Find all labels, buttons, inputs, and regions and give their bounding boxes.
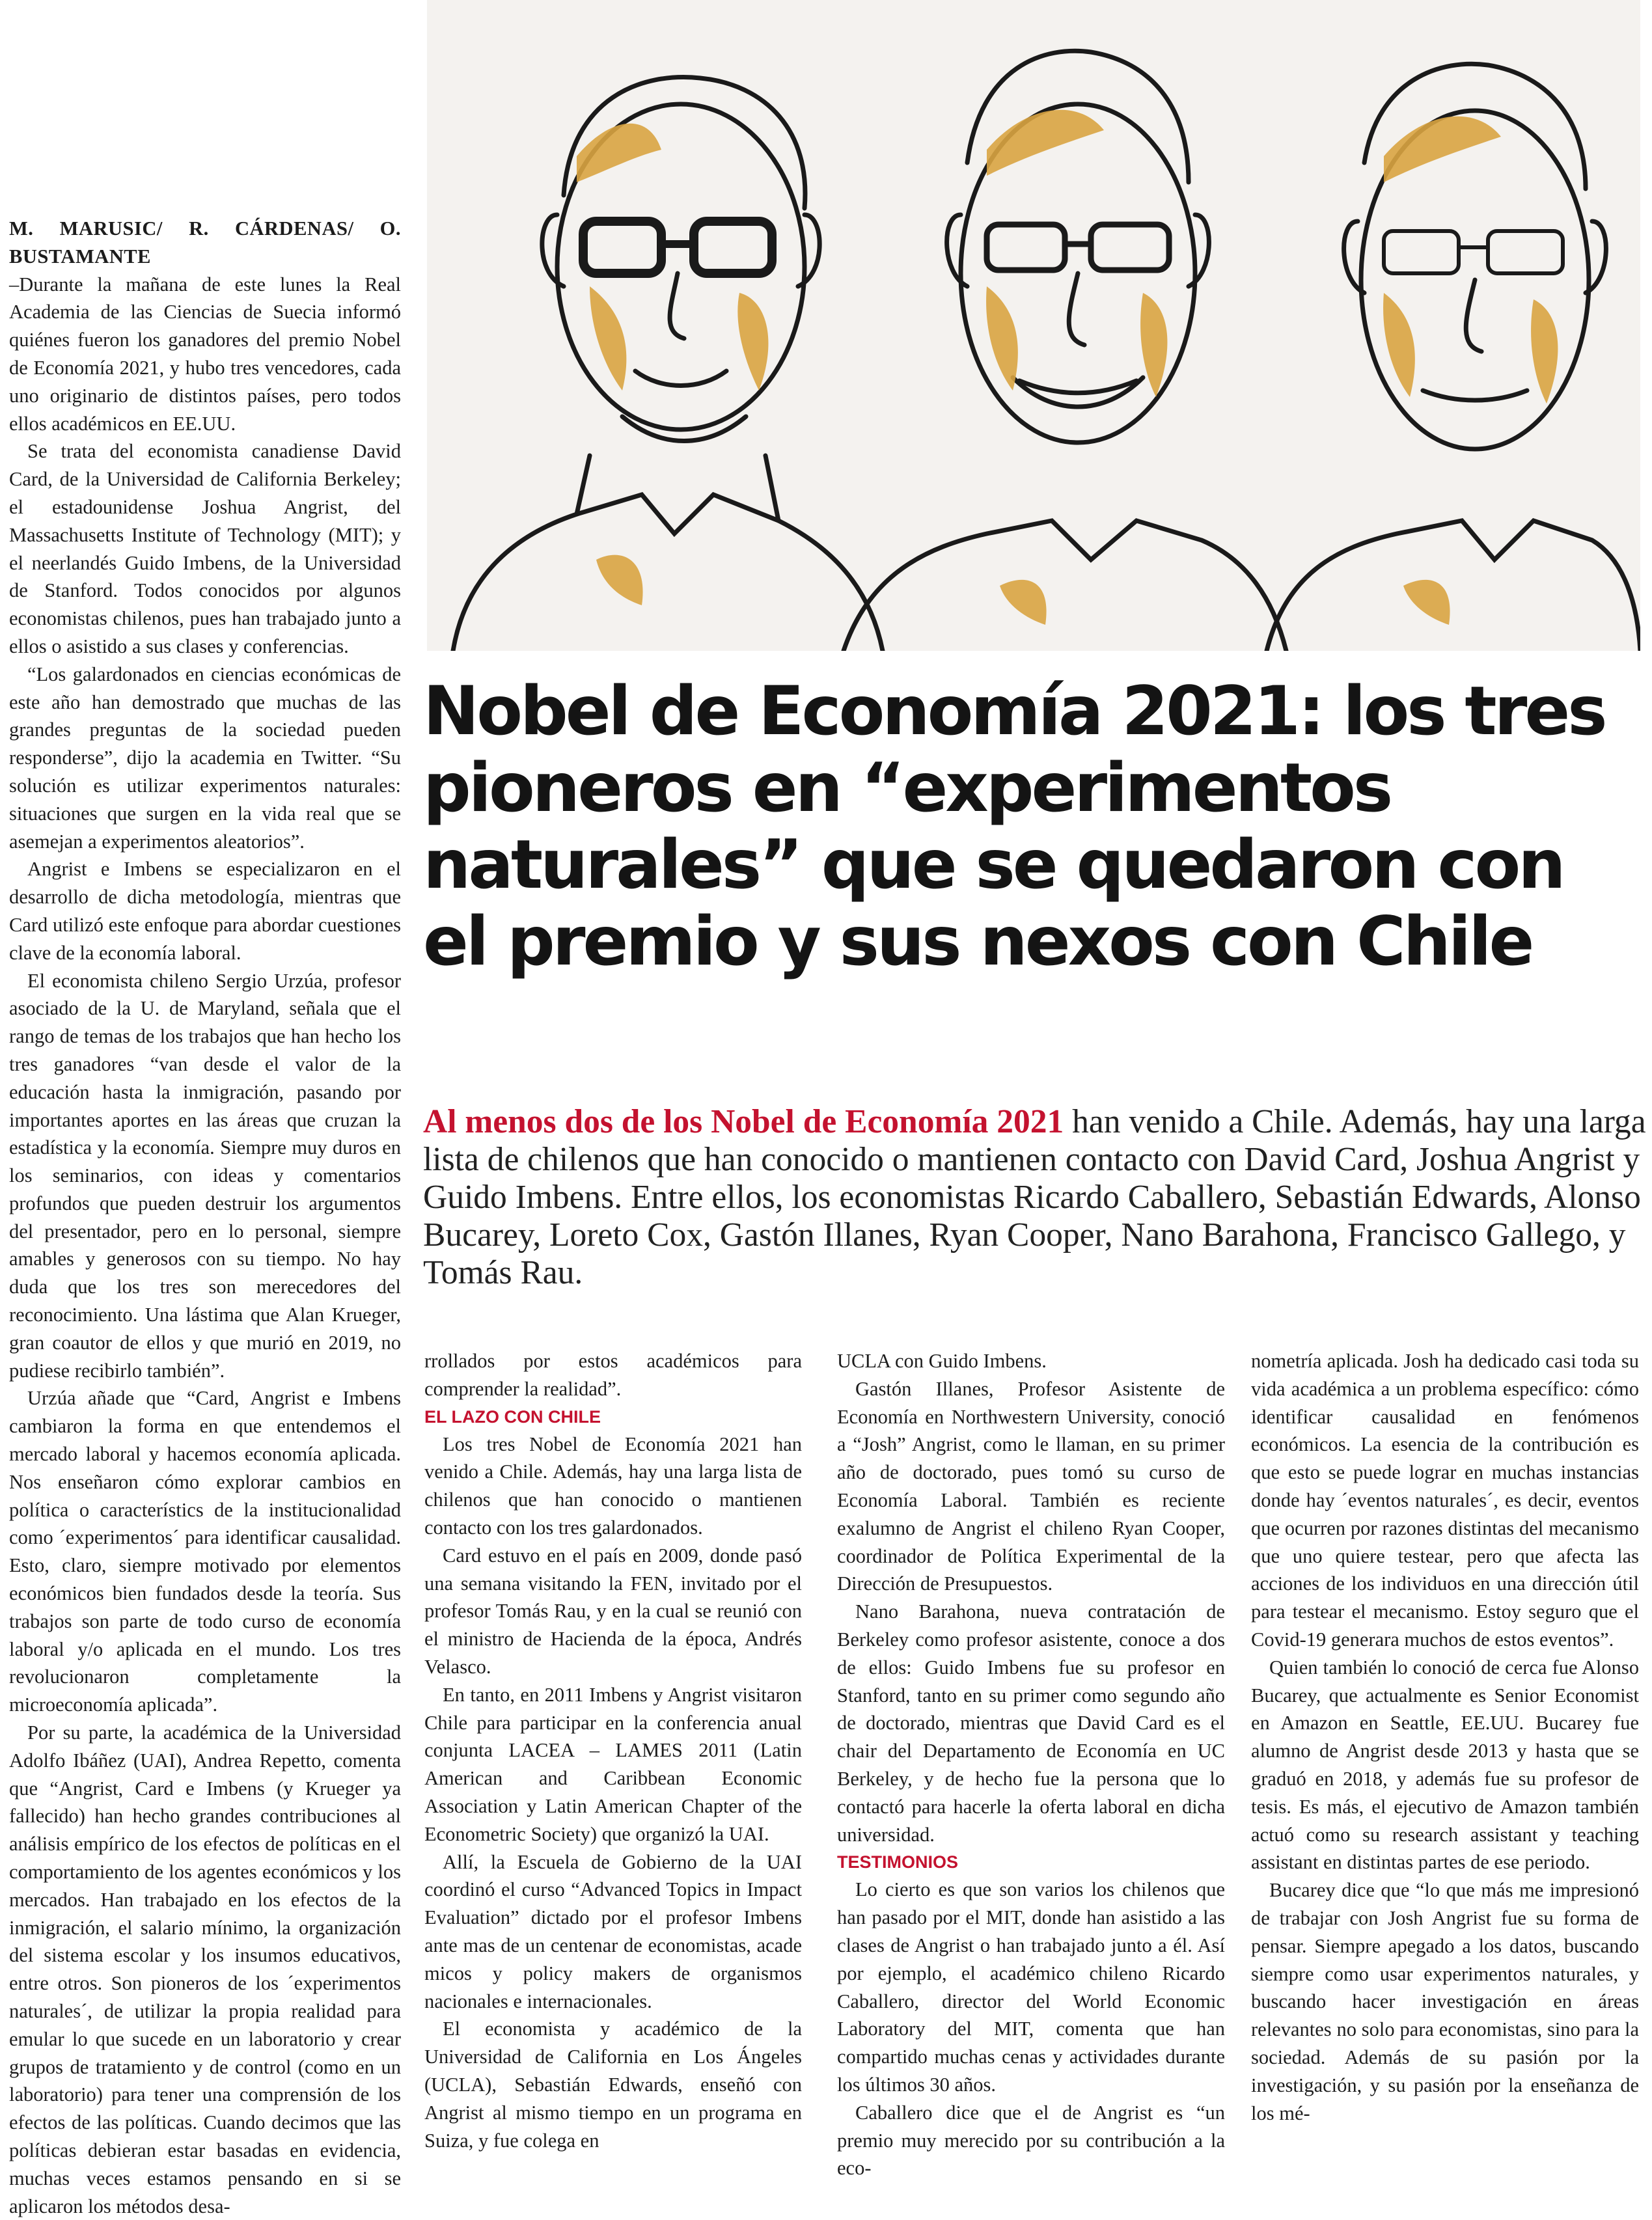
paragraph: Urzúa añade que “Card, Angrist e Imbens cambiaron la forma en que entendemos el mercado laboral y hacemos economía aplicada. Nos enseñaron cómo explorar cambios en política o característics de la institucionalidad como ´experimentos´ para identificar causalidad. Esto, claro, siempre motivado por elementos económicos bien fundados desde la teoría. Sus trabajos son parte de todo curso de economía laboral y/o aplicada en el mundo. Los tres revolucionaron completamente la microeconomía aplicada”. xyxy=(9,1387,401,1716)
article-column-2 xyxy=(424,1347,802,2154)
paragraph: “Los galardonados en ciencias económicas de este año han demostrado que muchas de las grandes preguntas de la sociedad pueden responderse”, dijo la academia en Twitter. “Su solución es utilizar experimentos naturales: situaciones que surgen en la vida real que se asemejan a experimentos aleatorios”. xyxy=(9,663,401,853)
paragraph: UCLA con Guido Imbens. xyxy=(837,1350,1047,1372)
paragraph: rrollados por estos académicos para comprender la realidad”. xyxy=(424,1350,802,1400)
paragraph: El economista chileno Sergio Urzúa, profesor asociado de la U. de Maryland, señala que el rango de temas de los trabajos que han hecho los tres ganadores “van desde el valor de la educación hasta la inmigración, pasando por importantes aportes en las áreas que cruzan la estadística y la economía. Siempre muy duros en los seminarios, con ideas y comentarios profundos que pueden destruir los argumentos del presentador, pero en lo personal, siempre amables y generosos con su tiempo. No hay duda que los tres son merecedores del reconocimiento. Una lástima que Alan Krueger, gran coautor de ellos y que murió en 2019, no pudiese recibirlo también”. xyxy=(9,969,401,1382)
paragraph: Quien también lo conoció de cerca fue Alonso Bucarey, que actualmente es Senior Economist en Amazon en Seattle, EE.UU. Bucarey fue alumno de Angrist desde 2013 y hasta que se graduó en 2018, y además fue su profesor de tesis. Es más, el ejecutivo de Amazon también actuó como su research assistant y teaching assistant en distintas partes de ese periodo. xyxy=(1251,1656,1639,1874)
paragraph: Nano Barahona, nueva contratación de Berkeley como profesor asistente, conoce a dos de ellos: Guido Imbens fue su profesor en Stanford, tanto en su primer como segundo año de doctorado, mientras que David Card es el chair del Departamento de Economía en UC Berkeley, y de hecho fue la persona que lo contactó para hacerle la oferta laboral en dicha universidad. xyxy=(837,1600,1225,1846)
subhead-el-lazo: EL LAZO CON CHILE xyxy=(424,1406,601,1427)
paragraph: Allí, la Escuela de Gobierno de la UAI coordinó el curso “Advanced Topics in Impact Evaluation” dictado por el profesor Imbens ante mas de un centenar de economistas, acade micos y policy makers de organismos nacionales e internacionales. xyxy=(424,1850,802,2012)
paragraph: Por su parte, la académica de la Universidad Adolfo Ibáñez (UAI), Andrea Repetto, comenta que “Angrist, Card e Imbens (y Krueger ya fallecido) han hecho grandes contribuciones al análisis empírico de los efectos de políticas en el comportamiento de los agentes económicos y los mercados. Han trabajado en los efectos de la inmigración, el salario mínimo, la organización del sistema escolar y los insumos educativos, entre otros. Son pioneros de los ´experimentos naturales´, de utilizar la propia realidad para emular lo que sucede en un laboratorio y crear grupos de tratamiento y de control (como en un laboratorio) para tener una comprensión de los efectos de las políticas. Cuando decimos que las políticas debieran estar basadas en evidencia, muchas veces estamos pensando en si se aplicaron los métodos desa- xyxy=(9,1721,401,2217)
paragraph: El economista y académico de la Universidad de California en Los Ángeles (UCLA), Sebastián Edwards, enseñó con Angrist al mismo tiempo en un programa en Suiza, y fue colega en xyxy=(424,2018,802,2152)
paragraph: En tanto, en 2011 Imbens y Angrist visitaron Chile para participar en la conferencia anual conjunta LACEA – LAMES 2011 (Latin American and Caribbean Economic Association y Latin American Chapter of the Econometric Society) que organizó la UAI. xyxy=(424,1683,802,1845)
paragraph: –Durante la mañana de este lunes la Real Academia de las Ciencias de Suecia informó quiénes fueron los ganadores del premio Nobel de Economía 2021, y hubo tres vencedores, cada uno originario de distintos países, pero todos ellos académicos en EE.UU. xyxy=(9,273,401,435)
laureates-portrait-drawing xyxy=(427,0,1640,651)
paragraph: Card estuvo en el país en 2009, donde pasó una semana visitando la FEN, invitado por el profesor Tomás Rau, y en la cual se reunió con el ministro de Hacienda de la época, Andrés Velasco. xyxy=(424,1544,802,1678)
laureates-illustration xyxy=(427,0,1640,651)
lede-text: han venido a Chile. Además, hay una larga lista de chilenos que han conocido o mantienen contacto con David Card, Joshua Angrist y Guido Imbens. Entre ellos, los economistas Ricardo Caballero, Sebastián Edwards, Alonso Bucarey, Loreto Cox, Gastón Illanes, Ryan Cooper, Nano Barahona, Francisco Gallego, y Tomás Rau. xyxy=(423,1103,1646,1291)
article-column-1 xyxy=(9,215,401,2220)
paragraph: Gastón Illanes, Profesor Asistente de Economía en Northwestern University, conoció a “Josh” Angrist, como le llaman, en su primer año de doctorado, pues tomó su curso de Economía Laboral. También es reciente exalumno de Angrist el chileno Ryan Cooper, coordinador de Política Experimental de la Dirección de Presupuestos. xyxy=(837,1377,1225,1595)
paragraph: Se trata del economista canadiense David Card, de la Universidad de California Berkeley; el estadounidense Joshua Angrist, del Massachusetts Institute of Technology (MIT); y el neerlandés Guido Imbens, de la Universidad de Stanford. Todos conocidos por algunos economistas chilenos, pues han trabajado junto a ellos o asistido a sus clases y conferencias. xyxy=(9,440,401,657)
paragraph: Angrist e Imbens se especializaron en el desarrollo de dicha metodología, mientras que Card utilizó este enfoque para abordar cuestiones clave de la economía laboral. xyxy=(9,858,401,964)
subhead-testimonios: TESTIMONIOS xyxy=(837,1852,959,1872)
paragraph: Los tres Nobel de Economía 2021 han venido a Chile. Además, hay una larga lista de chilenos que han conocido o mantienen contacto con los tres galardonados. xyxy=(424,1432,802,1539)
article-column-3 xyxy=(837,1347,1225,2182)
lede-highlight: Al menos dos de los Nobel de Economía 2021 xyxy=(423,1103,1064,1140)
byline: M. MARUSIC/ R. CÁRDENAS/ O. BUSTAMANTE xyxy=(9,217,401,267)
article-column-4 xyxy=(1251,1347,1639,2127)
paragraph: Lo cierto es que son varios los chilenos que han pasado por el MIT, donde han asistido a las clases de Angrist o han trabajado junto a él. Así por ejemplo, el académico chileno Ricardo Caballero, director del World Economic Laboratory del MIT, comenta que han compartido muchas cenas y actividades durante los últimos 30 años. xyxy=(837,1878,1225,2096)
lede xyxy=(423,1103,1647,1292)
paragraph: Bucarey dice que “lo que más me impresionó de trabajar con Josh Angrist fue su forma de pensar. Siempre apegado a los datos, buscando siempre como usar experimentos naturales, y buscando hacer investigación en áreas relevantes no solo para economistas, sino para la sociedad. Además de su pasión por la investigación, y su pasión por la enseñanza de los mé- xyxy=(1251,1879,1639,2124)
paragraph: nometría aplicada. Josh ha dedicado casi toda su vida académica a un problema específico: cómo identificar causalidad en fenómenos económicos. La esencia de la contribución es que esto se puede lograr en muchas instancias donde hay ´eventos naturales´, es decir, eventos que ocurren por razones distintas del mecanismo que uno quiere testear, pero que afecta las acciones de los individuos en una dirección útil para testear el mecanismo. Estoy seguro que el Covid-19 generara muchos de estos eventos”. xyxy=(1251,1350,1639,1651)
paragraph: Caballero dice que el de Angrist es “un premio muy merecido por su contribución a la eco- xyxy=(837,2101,1225,2180)
headline: Nobel de Economía 2021: los tres pioneros en “experimentos naturales” que se quedaron con el premio y sus nexos con Chile xyxy=(423,672,1605,981)
